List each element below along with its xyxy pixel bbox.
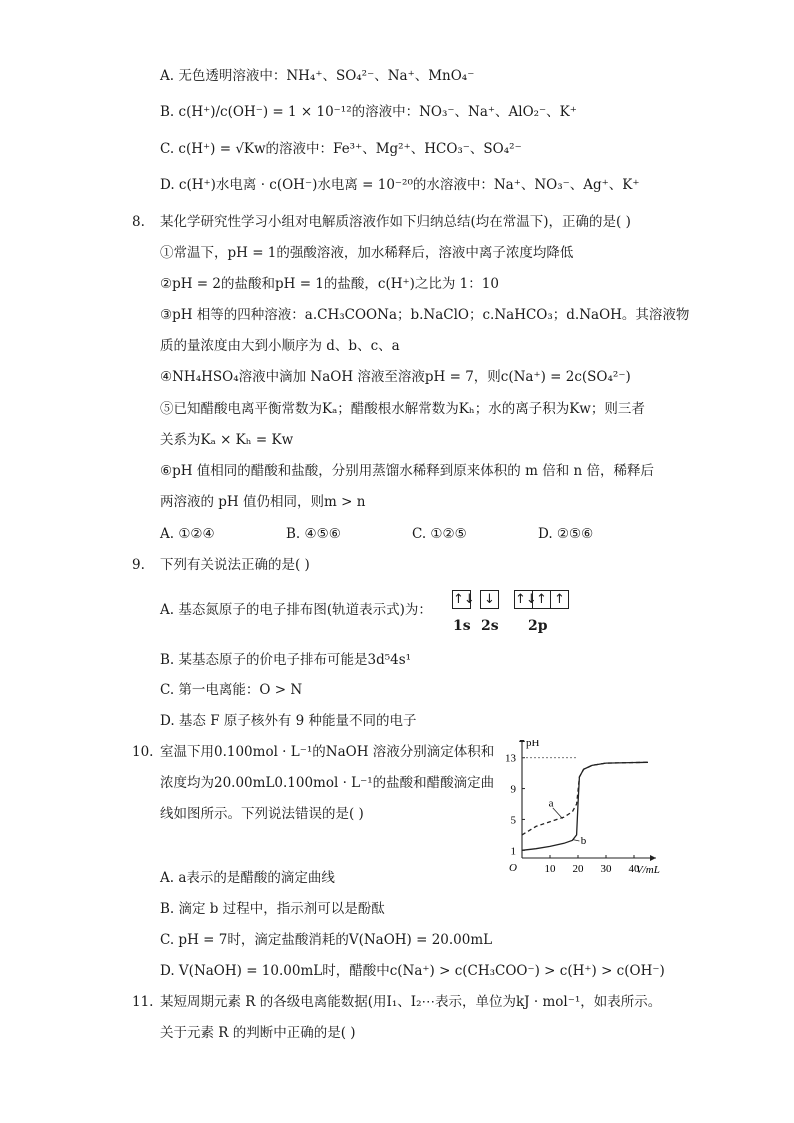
q8-item: ②pH = 2的盐酸和pH = 1的盐酸，c(H⁺)之比为 1：10: [160, 276, 499, 292]
q7-option-b: B. c(H⁺)/c(OH⁻) = 1 × 10⁻¹²的溶液中：NO₃⁻、Na⁺、AlO₂⁻、K⁺: [160, 104, 577, 120]
q9-stem: 下列有关说法正确的是( ): [160, 557, 310, 573]
q11-stem-line: 关于元素 R 的判断中正确的是( ): [160, 1025, 356, 1041]
x-tick-label: 20: [572, 863, 584, 875]
q8-number: 8.: [132, 214, 145, 230]
y-tick-label: 1: [510, 845, 516, 858]
q8-item: ①常温下，pH = 1的强酸溶液，加水稀释后，溶液中离子浓度均降低: [160, 245, 574, 261]
x-tick-label: 30: [600, 863, 612, 875]
q10-stem-line: 浓度均为20.00mL0.100mol · L⁻¹的盐酸和醋酸滴定曲: [160, 775, 495, 791]
series-label-b: b: [580, 835, 587, 848]
q9-option-a: A. 基态氮原子的电子排布图(轨道表示式)为：: [160, 602, 432, 618]
q7-option-d: D. c(H⁺)水电离 · c(OH⁻)水电离 = 10⁻²⁰的水溶液中：Na⁺、NO₃⁻、Ag⁺、K⁺: [160, 177, 640, 193]
q10-stem-line: 室温下用0.100mol · L⁻¹的NaOH 溶液分别滴定体积和: [160, 744, 495, 760]
titration-chart: [498, 740, 668, 882]
x-axis-arrow: [650, 855, 656, 861]
q11-number: 11.: [132, 994, 154, 1010]
y-tick-label: 9: [510, 783, 516, 796]
q9-option-b: B. 某基态原子的价电子排布可能是3d⁵4s¹: [160, 652, 412, 668]
q8-item: ⑥pH 值相同的醋酸和盐酸，分别用蒸馏水稀释到原来体积的 m 倍和 n 倍，稀释后: [160, 463, 654, 479]
y-axis-arrow: [519, 740, 525, 742]
q8-option-d: D. ②⑤⑥: [538, 526, 594, 542]
q10-option-d: D. V(NaOH) = 10.00mL时，醋酸中c(Na⁺) > c(CH₃COO⁻) > c(H⁺) > c(OH⁻): [160, 963, 665, 979]
x-axis-label: V/mL: [636, 864, 660, 876]
q9-option-c: C. 第一电离能：O > N: [160, 682, 303, 698]
y-tick-label: 5: [510, 814, 516, 827]
series-label-a: a: [548, 797, 554, 810]
q11-stem-line: 某短周期元素 R 的各级电离能数据(用I₁、I₂⋯表示，单位为kJ · mol⁻¹，如表所示。: [160, 994, 662, 1010]
q8-item: ⑤已知醋酸电离平衡常数为Kₐ；醋酸根水解常数为Kₕ；水的离子积为Kw；则三者: [160, 401, 645, 417]
q8-item: ④NH₄HSO₄溶液中滴加 NaOH 溶液至溶液pH = 7，则c(Na⁺) = 2c(SO₄²⁻): [160, 369, 631, 385]
q10-option-b: B. 滴定 b 过程中，指示剂可以是酚酞: [160, 901, 385, 917]
origin-label: O: [509, 862, 517, 874]
orbital-box-2p: ↑↓: [515, 592, 537, 607]
q9-option-d: D. 基态 F 原子核外有 9 种能量不同的电子: [160, 713, 417, 729]
orbital-box-1s: ↑↓: [453, 592, 475, 607]
orbital-label-1s: 1s: [453, 618, 471, 634]
q8-option-a: A. ①②④: [160, 526, 215, 542]
orbital-box-2p: ↑: [532, 590, 551, 609]
series-line-a: [522, 762, 648, 835]
q8-option-c: C. ①②⑤: [412, 526, 467, 542]
leader-line-b: [572, 839, 579, 841]
leader-line-a: [553, 808, 563, 819]
x-tick-label: 40: [628, 863, 640, 875]
y-tick-label: 13: [505, 752, 516, 765]
q10-option-a: A. a表示的是醋酸的滴定曲线: [160, 870, 335, 886]
q9-number: 9.: [132, 557, 145, 573]
y-axis-label: pH: [526, 740, 540, 749]
q10-stem-line: 线如图所示。下列说法错误的是( ): [160, 806, 364, 822]
orbital-box-2p: ↑: [550, 590, 569, 609]
q8-stem: 某化学研究性学习小组对电解质溶液作如下归纳总结(均在常温下)，正确的是( ): [160, 214, 631, 230]
q8-option-b: B. ④⑤⑥: [286, 526, 341, 542]
q8-item: 两溶液的 pH 值仍相同，则m > n: [160, 494, 366, 510]
q10-number: 10.: [132, 744, 154, 760]
q7-option-a: A. 无色透明溶液中：NH₄⁺、SO₄²⁻、Na⁺、MnO₄⁻: [160, 68, 475, 84]
q8-item: ③pH 相等的四种溶液：a.CH₃COONa；b.NaClO；c.NaHCO₃；d.NaOH。其溶液物: [160, 307, 690, 323]
orbital-box-2s: ↓: [480, 590, 499, 609]
q8-item: 关系为Kₐ × Kₕ = Kw: [160, 432, 294, 448]
q7-option-c: C. c(H⁺) = √Kw的溶液中：Fe³⁺、Mg²⁺、HCO₃⁻、SO₄²⁻: [160, 141, 522, 157]
orbital-label-2s: 2s: [481, 618, 499, 634]
q8-item: 质的量浓度由大到小顺序为 d、b、c、a: [160, 338, 400, 354]
q10-option-c: C. pH = 7时，滴定盐酸消耗的V(NaOH) = 20.00mL: [160, 932, 493, 948]
x-tick-label: 10: [544, 863, 556, 875]
orbital-label-2p: 2p: [528, 618, 548, 634]
